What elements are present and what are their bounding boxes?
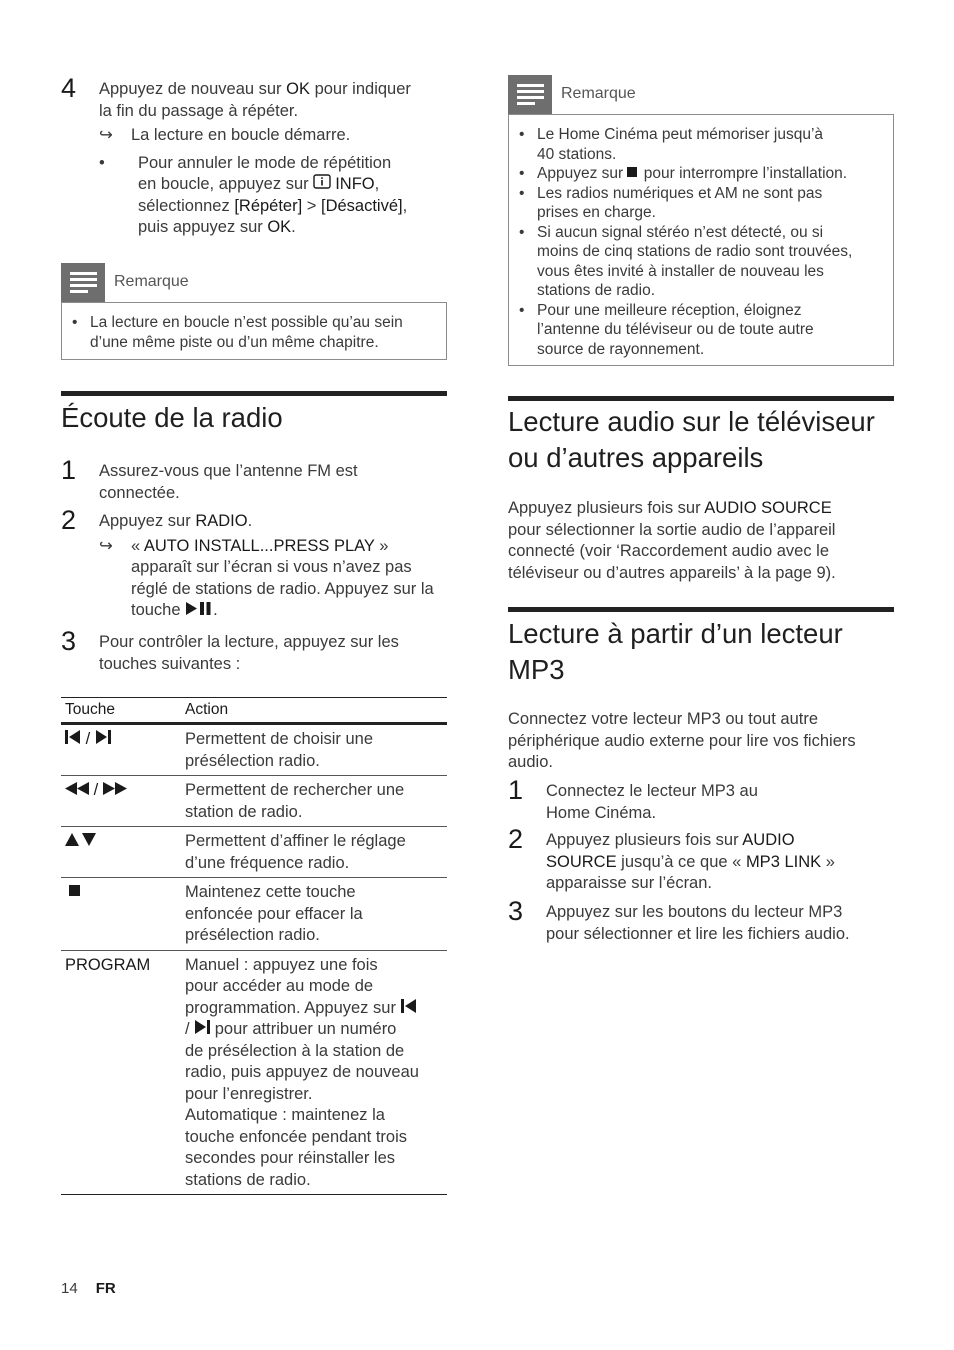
result-arrow-icon: ↪ [99, 126, 113, 144]
column-header-action: Action [181, 698, 447, 724]
note-item: • La lecture en boucle n’est possible qu’au sein d’une même piste ou d’un même chapitre. [72, 314, 403, 351]
page-footer [61, 1280, 116, 1297]
table-row [61, 776, 447, 827]
table-row [61, 724, 447, 776]
step-3: 3 Pour contrôler la lecture, appuyez sur les touches suivantes : [61, 626, 399, 673]
next-icon [95, 730, 111, 744]
step-number: 1 [508, 775, 524, 805]
result-arrow-icon: ↪ [99, 536, 113, 555]
section-rule [508, 396, 894, 401]
info-icon [313, 174, 331, 189]
step-number: 2 [508, 824, 524, 854]
step-number: 1 [61, 455, 77, 485]
step-3: 3 Appuyez sur les boutons du lecteur MP3 pour sélectionner et lire les fichiers audio. [508, 896, 850, 943]
mp3-intro: Connectez votre lecteur MP3 ou tout autre périphérique audio externe pour lire vos fichiers audio. [508, 710, 856, 771]
note-title: Remarque [114, 273, 189, 290]
action-cell: Maintenez cette touche enfoncée pour effacer la présélection radio. [181, 878, 447, 951]
step-number: 3 [508, 896, 524, 926]
action-cell: Manuel : appuyez une fois pour accéder au mode de programmation. Appuyez sur / pour attribuer un numéro de présélection à la station de radio, puis appuyez de nouveau pour l’enregistrer. Automatique : maintenez la touche enfoncée pendant trois secondes pour réinstaller les stations de radio. [181, 950, 447, 1195]
step-1: 1 Connectez le lecteur MP3 au Home Cinéma. [508, 775, 758, 822]
action-cell: Permettent de choisir une présélection radio. [181, 724, 447, 776]
section-title-radio: Écoute de la radio [61, 402, 283, 433]
step-number: 2 [61, 505, 77, 535]
note-header [61, 263, 447, 302]
play-pause-icon [185, 602, 213, 615]
previous-icon [401, 999, 417, 1013]
step-2: 2 Appuyez sur RADIO. ↪ « AUTO INSTALL...PRESS PLAY » apparaît sur l’écran si vous n’avez pas réglé de stations de radio. Appuyez sur la touche . [61, 511, 447, 622]
note-body [508, 114, 894, 366]
section-rule [508, 607, 894, 612]
sub-bullet: • Pour annuler le mode de répétition en boucle, appuyez sur INFO, sélectionnez [Répéter] > [Désactivé], puis appuyez sur OK. [99, 153, 408, 236]
step-2: 2 Appuyez plusieurs fois sur AUDIO SOURCE jusqu’à ce que « MP3 LINK » apparaisse sur l’écran. [508, 824, 835, 892]
page-number: 14 [61, 1280, 78, 1297]
step-result: ↪ La lecture en boucle démarre. [99, 125, 447, 147]
note-box [508, 75, 894, 366]
step-result: ↪ « AUTO INSTALL...PRESS PLAY » apparaît sur l’écran si vous n’avez pas réglé de stations de radio. Appuyez sur la touche . [99, 536, 434, 619]
key-cell: / [61, 724, 181, 776]
action-cell: Permettent d’affiner le réglage d’une fréquence radio. [181, 827, 447, 878]
section-rule [61, 391, 447, 396]
section-title-mp3: Lecture à partir d’un lecteur MP3 [508, 618, 843, 685]
note-item: • Le Home Cinéma peut mémoriser jusqu’à 40 stations. [519, 126, 824, 163]
action-cell: Permettent de rechercher une station de radio. [181, 776, 447, 827]
note-item: • Si aucun signal stéréo n’est détecté, ou si moins de cinq stations de radio sont trouvées, vous êtes invité à installer de nouveau les stations de radio. [519, 223, 853, 299]
stop-icon [627, 167, 639, 178]
table-row [61, 878, 447, 951]
key-cell [61, 878, 181, 951]
up-down-arrows-icon [65, 833, 97, 846]
step-number: 3 [61, 626, 77, 656]
key-table [61, 697, 447, 1195]
table-row [61, 950, 447, 1195]
note-icon [61, 263, 105, 302]
key-cell: / [61, 776, 181, 827]
step-text: Appuyez de nouveau sur OK pour indiquer la fin du passage à répéter. [99, 80, 411, 120]
section-title-audio: Lecture audio sur le téléviseur ou d’autres appareils [508, 406, 875, 473]
next-icon [194, 1020, 210, 1034]
note-body [61, 302, 447, 360]
key-cell: PROGRAM [61, 950, 181, 1195]
note-icon [508, 75, 552, 114]
language-code: FR [95, 1280, 116, 1297]
table-row [61, 827, 447, 878]
note-header [508, 75, 894, 114]
key-cell [61, 827, 181, 878]
note-item: • Pour une meilleure réception, éloignez l’antenne du téléviseur ou de toute autre source de rayonnement. [519, 301, 814, 358]
rewind-icon [65, 782, 89, 795]
table-header [61, 698, 447, 724]
note-title: Remarque [561, 85, 636, 102]
fast-forward-icon [103, 782, 127, 795]
note-item: • Appuyez sur pour interrompre l’installation. [519, 165, 848, 182]
stop-icon [69, 885, 83, 897]
bullet-icon: • [72, 314, 78, 331]
note-item: • Les radios numériques et AM ne sont pas prises en charge. [519, 184, 823, 221]
step-number: 4 [61, 73, 77, 103]
step-1: 1 Assurez-vous que l’antenne FM est connectée. [61, 455, 358, 502]
previous-icon [65, 730, 81, 744]
note-box [61, 263, 447, 360]
step-4 [61, 73, 447, 239]
audio-paragraph: Appuyez plusieurs fois sur AUDIO SOURCE pour sélectionner la sortie audio de l’appareil connecté (voir ‘Raccordement audio avec le téléviseur ou d’autres appareils’ à la page 9). [508, 499, 836, 582]
column-header-key: Touche [61, 698, 181, 724]
bullet-icon: • [99, 153, 105, 172]
